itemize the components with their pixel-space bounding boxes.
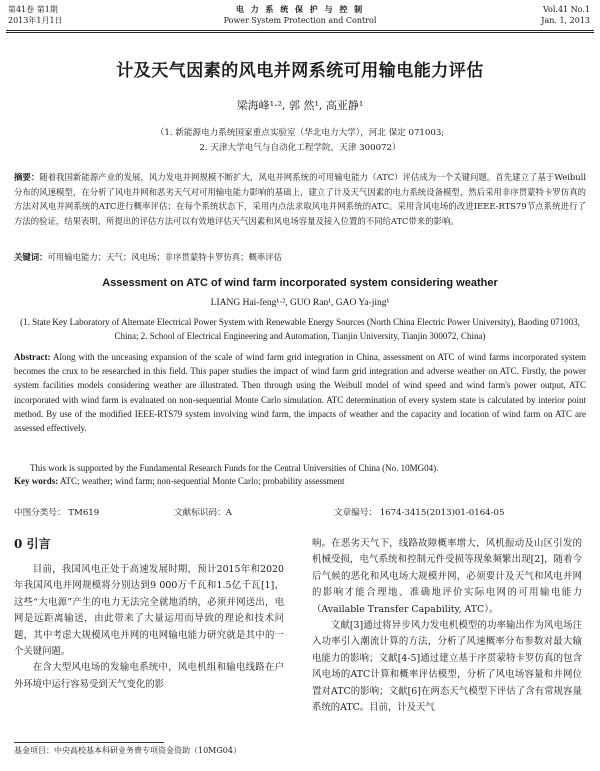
section-heading-intro: 0 引言: [14, 537, 51, 551]
keywords-en-text: ATC; weather; wind farm; non-sequential Monte Carlo; probability assessment: [60, 476, 345, 486]
date-en: Jan. 1, 2013: [541, 16, 590, 25]
journal-name-cn: 电 力 系 统 保 护 与 控 制: [235, 4, 365, 14]
date-cn: 2013年1月1日: [8, 16, 63, 25]
affiliation-cn-2: 2. 天津大学电气与自动化工程学院，天津 300072）: [199, 143, 401, 153]
paragraph: 响。在恶劣天气下，线路故障概率增大，风机振动及山区引发的机械受损，电气系统和控制元件受损等现象频繁出现[2]，随着今后气候的恶化和风电场大规模并网，必须要计及天气和风电并网的影响才能合理地、准确地评价实际电网的可用输电能力（Available Transfer Capability, ATC）。: [312, 538, 582, 615]
funding-en: This work is supported by the Fundamental Research Funds for the Central Universities of China (No. 10MG04).: [30, 463, 439, 473]
keywords-en: [14, 476, 586, 486]
footnote-rule: [14, 742, 164, 743]
keywords-en-label: Key words:: [14, 476, 59, 486]
abstract-en-text: Along with the unceasing expansion of the scale of wind farm grid integration in China, assessment on ATC of wind farms incorporated system becomes the crux to be researched in this field. This paper studies the impact of wind farm grid integration and adverse weather on ATC. Firstly, the power system facilities models considering weather are illustrated. Then through using the Weibull model of wind speed and wind farm's power output, ATC incorporated with wind farm is evaluated on non-sequential Monte Carlo simulation. ATC determination of every system state is calculated by interior point method. By use of the modified IEEE-RTS79 system involving wind farm, the impacts of weather and the capacity and location of wind farm on ATC are assessed effectively.: [14, 352, 586, 434]
document-code: 文献标识码：A: [174, 508, 232, 518]
journal-name-en: Power System Protection and Control: [223, 16, 377, 25]
body-column-left: [14, 536, 284, 693]
paragraph: 在含大型风电场的发输电系统中，风电机组和输电线路在户外环境中运行容易受到天气变化的影: [14, 662, 284, 690]
abstract-cn-label: 摘要：: [14, 172, 40, 182]
volume-en: Vol.41 No.1: [543, 5, 590, 14]
paper-title-en: Assessment on ATC of wind farm incorporated system considering weather: [102, 277, 498, 289]
clc-number: 中图分类号： TM619: [14, 508, 100, 518]
funding-footnote: 基金项目：中央高校基本科研业务费专项资金资助（10MG04）: [14, 746, 241, 755]
paper-title-cn: 计及天气因素的风电并网系统可用输电能力评估: [116, 61, 484, 81]
keywords-cn-label: 关键词：: [14, 252, 48, 262]
header-rule: [6, 30, 594, 31]
body-column-right: [312, 536, 582, 716]
paragraph: 目前，我国风电正处于高速发展时期，预计2015年和2020年我国风电并网规模将分别达到9 000万千瓦和1.5亿千瓦[1]，这些“大电源”产生的电力无法完全就地消纳，必须并网送出，电网是远距离输送，由此带来了大量运用而导致的理论和技术问题，其中考虑大规模风电并网的电网输电能力研究就是其中的一个关键问题。: [14, 564, 284, 658]
authors-cn: 梁海峰¹·², 郭 然¹, 高亚静¹: [236, 99, 364, 112]
article-number: 文章编号： 1674-3415(2013)01-0164-05: [334, 508, 505, 518]
authors-en: LIANG Hai-feng¹·², GUO Ran¹, GAO Ya-jing¹: [210, 298, 390, 308]
header-center: [0, 4, 600, 26]
keywords-cn-text: 可用输电能力；天气；风电场；非序贯蒙特卡罗仿真；概率评估: [47, 252, 282, 262]
abstract-en: [14, 350, 586, 435]
abstract-cn: [14, 170, 586, 228]
volume-cn: 第41卷 第1期: [8, 5, 58, 14]
abstract-cn-text: 随着我国新能源产业的发展，风力发电并网规模不断扩大，风电并网系统的可用输电能力（ATC）评估成为一个关键问题。首先建立了基于Weibull分布的风速模型，在分析了风电并网和恶劣天气对可用输电能力影响的基础上，建立了计及天气因素的电力系统设备模型，然后采用非序贯蒙特卡罗仿真的方法对风电并网系统的ATC进行概率评估；在每个系统状态下，采用内点法求取风电并网系统的ATC。采用含风电场的改进IEEE-RTS79节点系统进行了方法的验证，结果表明，所提出的评估方法可以有效地评估天气因素和风电场容量及接入位置的不同给ATC带来的影响。: [14, 172, 587, 226]
abstract-en-label: Abstract:: [14, 352, 51, 362]
header-rule-secondary: [6, 32, 594, 33]
running-header: [0, 2, 600, 32]
paragraph: 文献[3]通过将异步风力发电机模型的功率输出作为风电场注入功率引入潮流计算的方法，分析了风速概率分布参数对最大输电能力的影响；文献[4-5]通过建立基于序贯蒙特卡罗仿真的包含风电场的ATC计算和概率评估模型，分析了风电场容量和并网位置对ATC的影响；文献[6]在两态天气模型下评估了含有常规容量系统的ATC。目前，计及天气: [312, 620, 582, 714]
affiliation-en: (1. State Key Laboratory of Alternate Electrical Power System with Renewable Energy Sources (North China Electric Power University), Baoding 071003, China; 2. School of Electrical Engineering and Automation, Tianjin University, Tianjin 300072, China): [20, 317, 580, 341]
header-right: [541, 4, 590, 26]
affiliation-cn-1: （1. 新能源电力系统国家重点实验室（华北电力大学），河北 保定 071003;: [155, 128, 445, 138]
keywords-cn: [14, 250, 586, 265]
